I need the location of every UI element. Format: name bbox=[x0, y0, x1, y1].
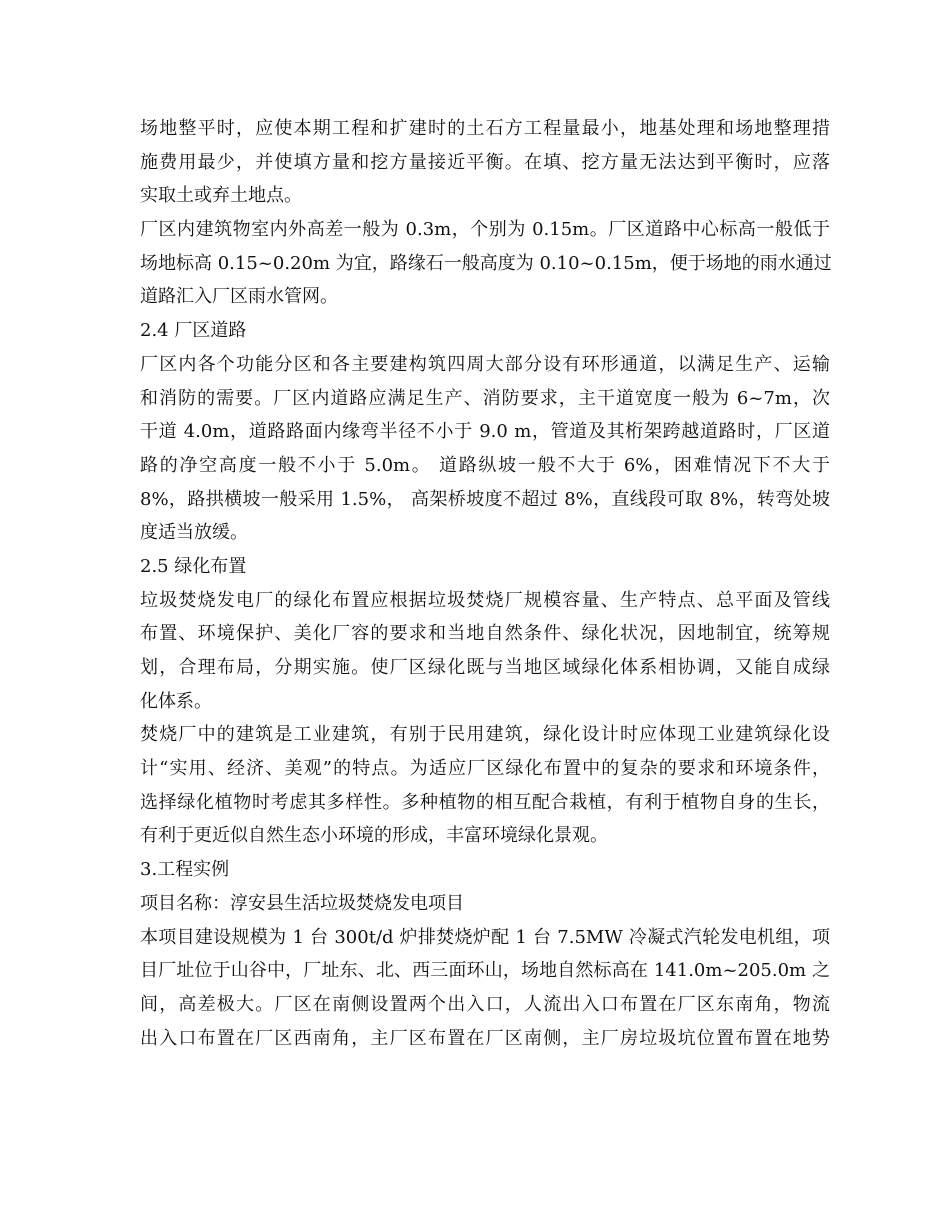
text-line: 有利于更近似自然生态小环境的形成，丰富环境绿化景观。 bbox=[140, 825, 608, 847]
text-line: 和消防的需要。厂区内道路应满足生产、消防要求，主干道宽度一般为 6~7m，次 bbox=[140, 387, 830, 409]
text-line: 道路汇入厂区雨水管网。 bbox=[140, 286, 338, 308]
text-line: 划，合理布局，分期实施。使厂区绿化既与当地区域绿化体系相协调，又能自成绿 bbox=[140, 657, 830, 678]
text-line: 计“实用、经济、美观”的特点。为适应厂区绿化布置中的复杂的要求和环境条件， bbox=[140, 758, 830, 780]
text-line: 化体系。 bbox=[140, 690, 212, 712]
text-line: 厂区内建筑物室内外高差一般为 0.3m，个别为 0.15m。厂区道路中心标高一般低于 bbox=[140, 219, 830, 241]
text-line: 出入口布置在厂区西南角，主厂区布置在厂区南侧，主厂房垃圾坑位置布置在地势 bbox=[140, 1027, 830, 1049]
text-line: 间，高差极大。厂区在南侧设置两个出入口，人流出入口布置在厂区东南角，物流 bbox=[140, 993, 830, 1015]
text-line: 度适当放缓。 bbox=[140, 522, 248, 544]
text-line: 目厂址位于山谷中，厂址东、北、西三面环山，场地自然标高在 141.0m~205.0m 之 bbox=[140, 960, 830, 982]
text-line: 路的净空高度一般不小于 5.0m。 道路纵坡一般不大于 6%，困难情况下不大于 bbox=[140, 454, 830, 476]
text-line: 场地标高 0.15~0.20m 为宜，路缘石一般高度为 0.10~0.15m，便于场地的雨水通过 bbox=[140, 252, 832, 274]
section-heading: 2.5 绿化布置 bbox=[140, 555, 247, 577]
text-line: 布置、环境保护、美化厂容的要求和当地自然条件、绿化状况，因地制宜，统筹规 bbox=[140, 623, 830, 645]
text-line: 8%，路拱横坡一般采用 1.5%， 高架桥坡度不超过 8%，直线段可取 8%，转弯处坡 bbox=[140, 488, 830, 510]
text-line: 施费用最少，并使填方量和挖方量接近平衡。在填、挖方量无法达到平衡时，应落 bbox=[140, 151, 830, 173]
text-line: 垃圾焚烧发电厂的绿化布置应根据垃圾焚烧厂规模容量、生产特点、总平面及管线 bbox=[140, 589, 830, 611]
text-line: 场地整平时，应使本期工程和扩建时的土石方工程量最小，地基处理和场地整理措 bbox=[140, 118, 830, 139]
project-name-line: 项目名称：淳安县生活垃圾焚烧发电项目 bbox=[140, 892, 464, 914]
text-line: 选择绿化植物时考虑其多样性。多种植物的相互配合栽植，有利于植物自身的生长， bbox=[140, 791, 830, 813]
document-page bbox=[140, 112, 830, 1055]
section-heading: 3.工程实例 bbox=[140, 859, 230, 881]
text-line: 厂区内各个功能分区和各主要建构筑四周大部分设有环形通道，以满足生产、运输 bbox=[140, 353, 830, 375]
text-line: 本项目建设规模为 1 台 300t/d 炉排焚烧炉配 1 台 7.5MW 冷凝式汽轮发电机组，项 bbox=[140, 926, 830, 948]
text-line: 干道 4.0m，道路路面内缘弯半径不小于 9.0 m，管道及其桁架跨越道路时，厂区道 bbox=[140, 421, 830, 443]
text-line: 实取土或弃土地点。 bbox=[140, 185, 302, 207]
text-line: 焚烧厂中的建筑是工业建筑，有别于民用建筑，绿化设计时应体现工业建筑绿化设 bbox=[140, 724, 830, 746]
section-heading: 2.4 厂区道路 bbox=[140, 320, 247, 342]
